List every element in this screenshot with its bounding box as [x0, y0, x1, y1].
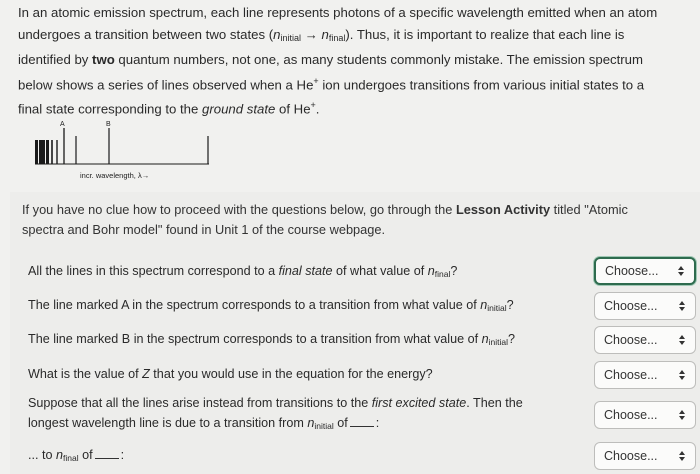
intro-line-1: In an atomic emission spectrum, each line represents photons of a specific wavelength emitted when an atom	[18, 5, 658, 20]
two-bold: two	[92, 52, 115, 67]
select-q5-label: Choose...	[604, 408, 658, 422]
chevron-updown-icon	[678, 265, 684, 277]
n-symbol: n	[480, 298, 488, 312]
q2-qmark: ?	[506, 298, 514, 312]
chevron-updown-icon	[679, 334, 685, 346]
help-line-2: spectra and Bohr model" found in Unit 1 of the course webpage.	[22, 222, 386, 237]
select-q4-label: Choose...	[604, 368, 658, 382]
select-q4[interactable]	[594, 361, 696, 389]
question-1	[28, 262, 457, 284]
select-q6[interactable]	[594, 442, 696, 470]
intro-line-5-mid: of He	[275, 101, 311, 117]
select-q3[interactable]	[594, 326, 696, 354]
n-initial-sub: initial	[280, 32, 301, 43]
intro-line-2-end: ). Thus, it is important to realize that each line is	[345, 26, 625, 42]
n-symbol: n	[307, 416, 315, 430]
line-cluster	[39, 140, 45, 164]
q5-of: of	[333, 416, 348, 430]
q6-text: ... to	[28, 448, 56, 462]
q4-text: What is the value of	[28, 367, 143, 381]
q5-colon: :	[375, 416, 380, 430]
intro-line-5-start: final state corresponding to the	[18, 101, 203, 117]
q5-text: Suppose that all the lines arise instead from transitions to the	[28, 396, 372, 410]
q4-text-b: that you would use in the equation for the energy?	[149, 367, 433, 381]
intro-line-3-start: identified by	[18, 52, 93, 67]
q6-colon: :	[120, 448, 125, 462]
chevron-updown-icon	[679, 300, 685, 312]
select-q6-label: Choose...	[604, 449, 658, 463]
intro-line-3-end: quantum numbers, not one, as many students commonly mistake. The emission spectrum	[114, 52, 643, 67]
arrow: →	[300, 26, 322, 42]
n-final-sub: final	[434, 269, 451, 279]
blank-line	[350, 426, 374, 427]
select-q2-label: Choose...	[604, 299, 658, 313]
plus-sup: +	[310, 100, 316, 111]
q3-qmark: ?	[507, 332, 515, 346]
q1-text-b: of what value of	[332, 264, 428, 278]
question-3	[28, 330, 515, 352]
intro-line-5-end: .	[315, 101, 320, 117]
q5-text-c: longest wavelength line is due to a transition from	[28, 416, 308, 430]
n-initial-sub: initial	[488, 337, 508, 347]
lesson-activity-bold: Lesson Activity	[455, 202, 551, 217]
chevron-updown-icon	[679, 409, 685, 421]
q1-qmark: ?	[450, 264, 458, 278]
select-q2[interactable]	[594, 292, 696, 320]
q1-text: All the lines in this spectrum correspond to a	[28, 264, 279, 278]
q6-of: of	[78, 448, 93, 462]
question-4	[28, 365, 433, 384]
intro-line-2-start: undergoes a transition between two states (	[18, 26, 274, 42]
n-symbol: n	[273, 26, 281, 42]
n-initial-sub: initial	[487, 303, 507, 313]
q5-text-b: . Then the	[466, 396, 523, 410]
n-initial-sub: initial	[314, 421, 334, 431]
label-b: B	[106, 121, 111, 128]
blank-line	[95, 458, 119, 459]
help-text	[22, 200, 682, 240]
n-symbol: n	[56, 448, 64, 462]
n-final-sub: final	[63, 453, 79, 463]
n-symbol: n	[481, 332, 489, 346]
plus-sup: +	[313, 75, 319, 86]
select-q1[interactable]	[594, 257, 696, 285]
help-line-1-end: titled "Atomic	[550, 202, 628, 217]
intro-text	[18, 2, 690, 120]
label-a: A	[60, 121, 65, 128]
question-6	[28, 446, 124, 468]
intro-line-4-start: below shows a series of lines observed when a He	[18, 76, 314, 92]
question-5	[28, 393, 523, 436]
emission-spectrum-diagram	[34, 118, 224, 186]
n-symbol: n	[427, 264, 435, 278]
spectrum-lines	[35, 128, 209, 164]
select-q5[interactable]	[594, 401, 696, 429]
chevron-updown-icon	[679, 450, 685, 462]
intro-line-4-end: ion undergoes transitions from various initial states to a	[318, 76, 645, 92]
ground-state-italic: ground state	[202, 101, 276, 117]
q3-text: The line marked B in the spectrum corresponds to a transition from what value of	[28, 332, 482, 346]
line-cluster	[46, 140, 49, 164]
help-line-1: If you have no clue how to proceed with the questions below, go through the	[22, 202, 456, 217]
select-q3-label: Choose...	[604, 333, 658, 347]
n-symbol: n	[321, 26, 329, 42]
line-cluster	[35, 140, 38, 164]
chevron-updown-icon	[679, 369, 685, 381]
axis-label: incr. wavelength, λ→	[80, 171, 150, 180]
select-q1-label: Choose...	[605, 264, 659, 278]
final-state-italic: final state	[278, 264, 333, 278]
n-final-sub: final	[328, 32, 346, 43]
z-italic: Z	[142, 367, 150, 381]
question-2	[28, 296, 514, 318]
first-excited-italic: first excited state	[371, 396, 467, 410]
q2-text: The line marked A in the spectrum corresponds to a transition from what value of	[28, 298, 481, 312]
